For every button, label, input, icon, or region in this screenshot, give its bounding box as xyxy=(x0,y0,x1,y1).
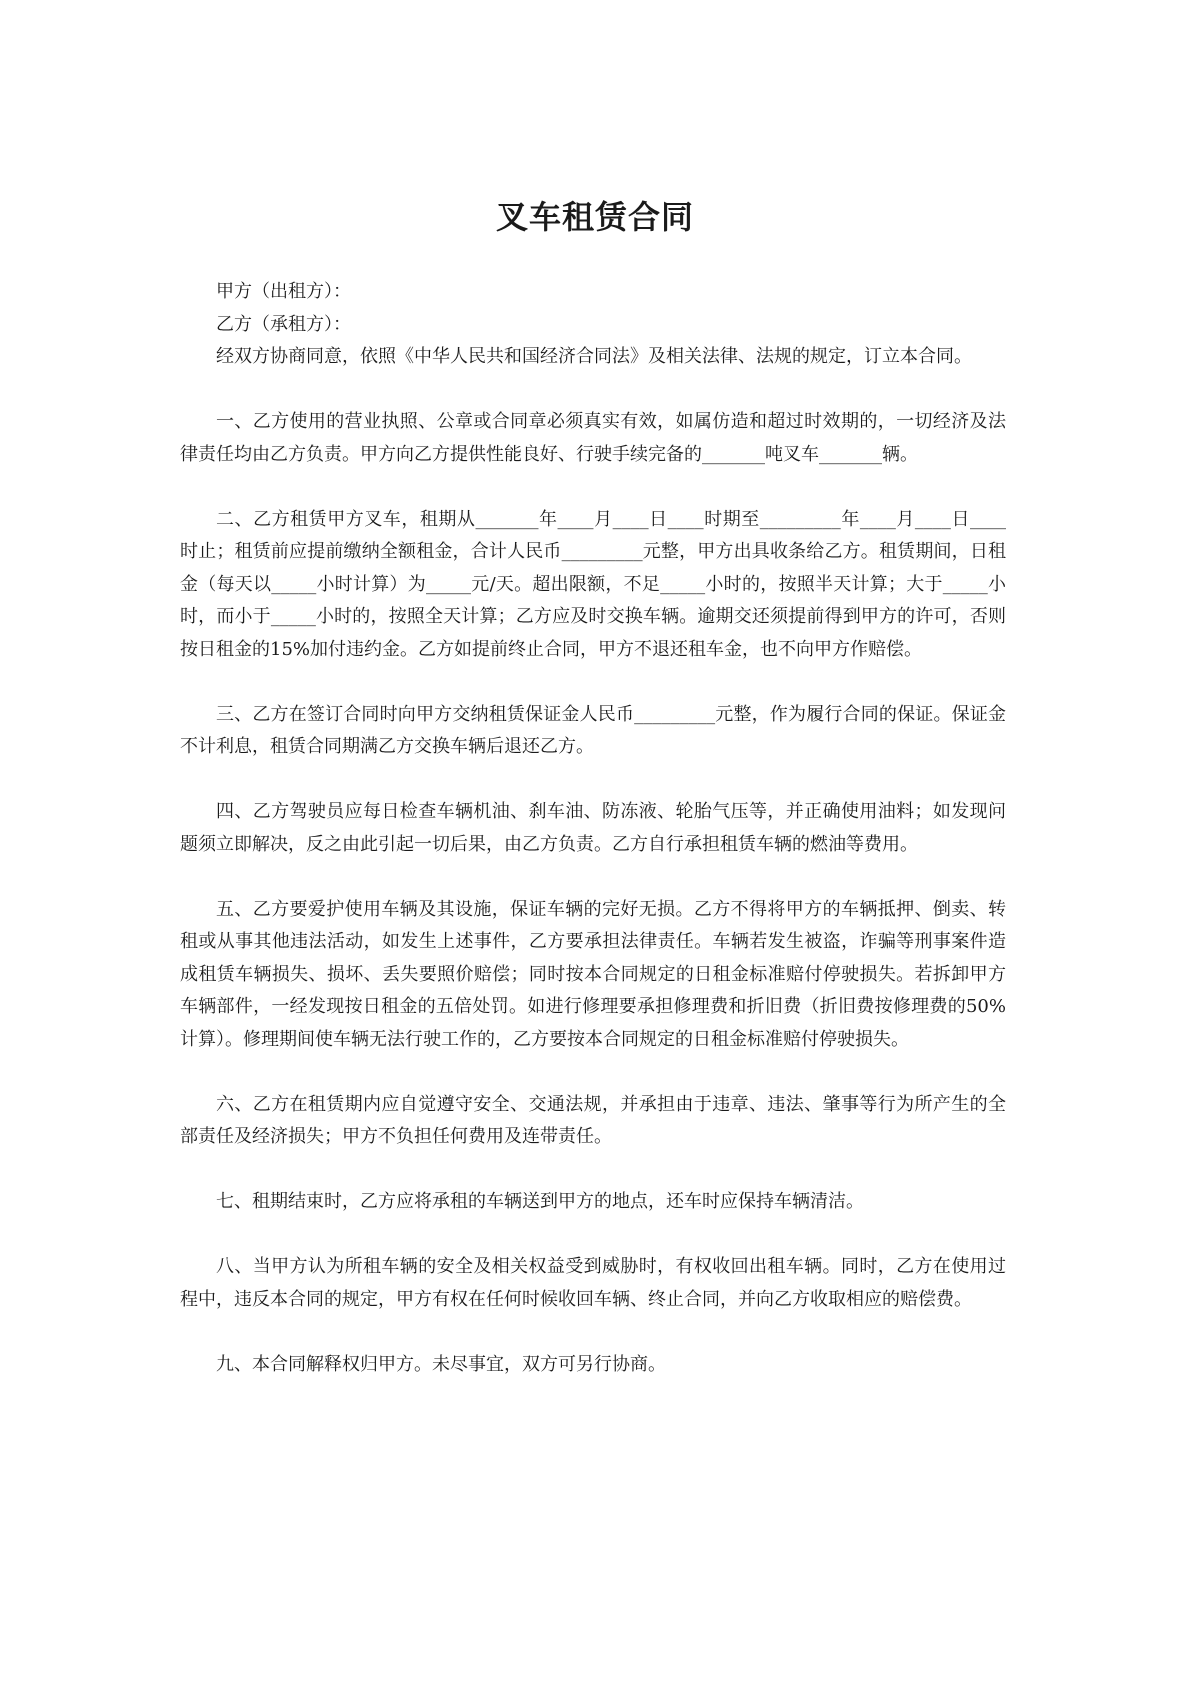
contract-body xyxy=(180,276,1006,1381)
preamble-paragraph: 经双方协商同意，依照《中华人民共和国经济合同法》及相关法律、法规的规定，订立本合同。 xyxy=(216,346,972,367)
party-b-line: 乙方（承租方）： xyxy=(216,313,351,335)
clause-4: 四、乙方驾驶员应每日检查车辆机油、刹车油、防冻液、轮胎气压等，并正确使用油料；如发现问题须立即解决，反之由此引起一切后果，由乙方负责。乙方自行承担租赁车辆的燃油等费用。 xyxy=(180,801,1006,855)
clause-7: 七、租期结束时，乙方应将承租的车辆送到甲方的地点，还车时应保持车辆清洁。 xyxy=(216,1191,864,1212)
clause-9: 九、本合同解释权归甲方。未尽事宜，双方可另行协商。 xyxy=(216,1353,666,1375)
party-a-line: 甲方（出租方）： xyxy=(216,281,351,302)
document-title: 叉车租赁合同 xyxy=(495,198,694,236)
clause-8: 八、当甲方认为所租车辆的安全及相关权益受到威胁时，有权收回出租车辆。同时，乙方在使用过程中，违反本合同的规定，甲方有权在任何时候收回车辆、终止合同，并向乙方收取相应的赔偿费。 xyxy=(180,1256,1006,1310)
clause-1: 一、乙方使用的营业执照、公章或合同章必须真实有效，如属仿造和超过时效期的，一切经济及法律责任均由乙方负责。甲方向乙方提供性能良好、行驶手续完备的_______吨叉车_______辆。 xyxy=(180,411,1006,465)
clause-6: 六、乙方在租赁期内应自觉遵守安全、交通法规，并承担由于违章、违法、肇事等行为所产生的全部责任及经济损失；甲方不负担任何费用及连带责任。 xyxy=(180,1093,1006,1147)
clause-2: 二、乙方租赁甲方叉车，租期从_______年____月____日____时期至_________年____月____日____时止；租赁前应提前缴纳全额租金，合计人民币_________元整，甲方出具收条给乙方。租赁期间，日租金（每天以_____小时计算）为_____元/天。超出限额，不足_____小时的，按照半天计算；大于_____小时，而小于_____小时的，按照全天计算；乙方应及时交换车辆。逾期交还须提前得到甲方的许可，否则按日租金的15%加付违约金。乙方如提前终止合同，甲方不退还租车金，也不向甲方作赔偿。 xyxy=(180,508,1006,660)
clause-5: 五、乙方要爱护使用车辆及其设施，保证车辆的完好无损。乙方不得将甲方的车辆抵押、倒卖、转租或从事其他违法活动，如发生上述事件，乙方要承担法律责任。车辆若发生被盗，诈骗等刑事案件造成租赁车辆损失、损坏、丢失要照价赔偿；同时按本合同规定的日租金标准赔付停驶损失。若拆卸甲方车辆部件，一经发现按日租金的五倍处罚。如进行修理要承担修理费和折旧费（折旧费按修理费的50%计算）。修理期间使车辆无法行驶工作的，乙方要按本合同规定的日租金标准赔付停驶损失。 xyxy=(180,898,1006,1050)
clause-3: 三、乙方在签订合同时向甲方交纳租赁保证金人民币_________元整，作为履行合同的保证。保证金不计利息，租赁合同期满乙方交换车辆后退还乙方。 xyxy=(180,703,1006,757)
